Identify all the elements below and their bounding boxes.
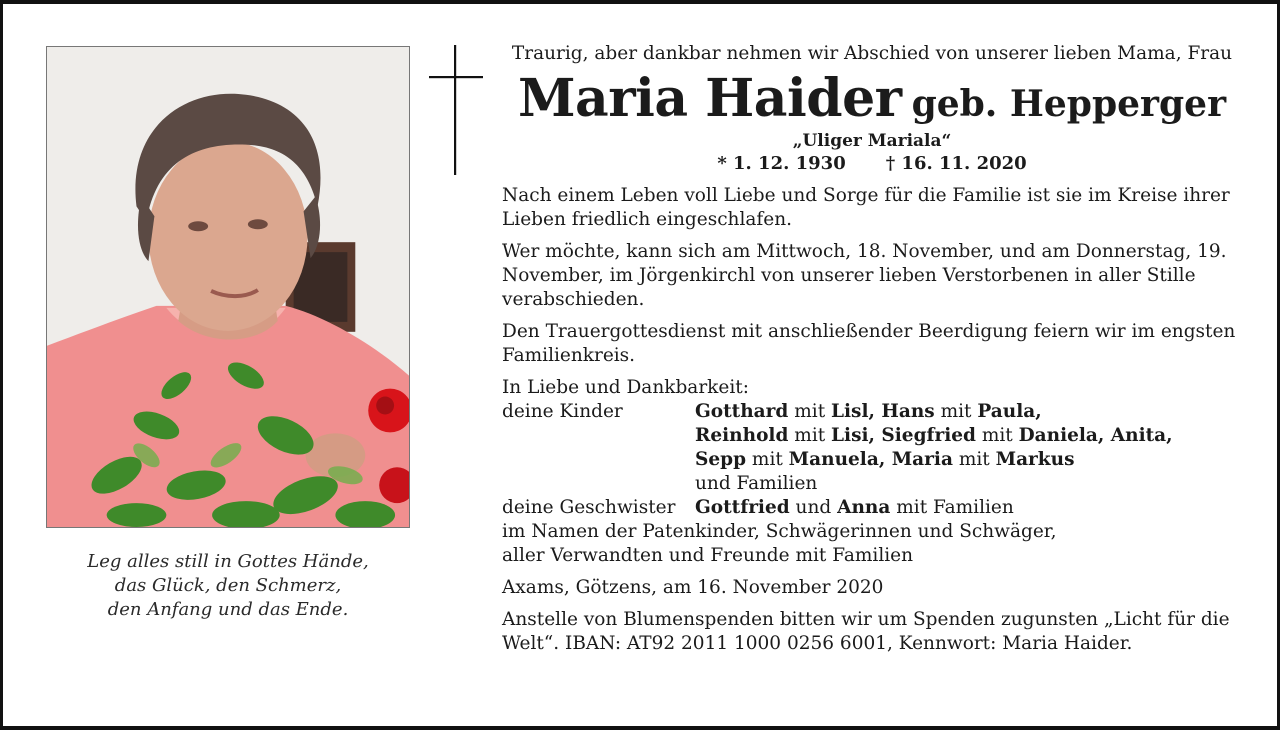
family-name: Lisi, Siegfried (831, 425, 976, 446)
family-name: Anna (837, 497, 891, 518)
godchildren-line: im Namen der Patenkinder, Schwägerinnen und Schwäger, (502, 521, 1057, 542)
connector: mit (952, 449, 996, 470)
life-dates (502, 152, 1242, 176)
nickname: „Uliger Mariala“ (792, 131, 952, 151)
children-line: und Familien (695, 473, 818, 494)
family-name: Lisl, Hans (831, 401, 935, 422)
deceased-name-line (502, 68, 1242, 129)
verse-line: den Anfang und das Ende. (107, 599, 349, 620)
paragraph: Wer möchte, kann sich am Mittwoch, 18. November, und am Donnerstag, 19. November, im Jörgenkirchl von unserer lieben Verstorbenen in aller Stille verabschieden. (502, 241, 1227, 310)
children-line (695, 448, 1242, 472)
connector: mit (934, 401, 978, 422)
relatives-line: aller Verwandten und Freunde mit Familien (502, 545, 914, 566)
connector: mit (788, 425, 832, 446)
donation-note: Anstelle von Blumenspenden bitten wir um Spenden zugunsten „Licht für die Welt“. IBAN: AT92 2011 1000 0256 6001, Kennwort: Maria Haider. (502, 609, 1230, 654)
place-date: Axams, Götzens, am 16. November 2020 (502, 577, 884, 598)
verse-line: das Glück, den Schmerz, (114, 575, 342, 596)
family-name: Manuela, Maria (788, 449, 953, 470)
birth-name: geb. Hepperger (911, 83, 1227, 125)
paragraph: Nach einem Leben voll Liebe und Sorge für die Familie ist sie im Kreise ihrer Lieben friedlich eingeschlafen. (502, 185, 1230, 230)
birth-date: * 1. 12. 1930 (717, 153, 846, 174)
family-name: Gotthard (695, 401, 789, 422)
family-name: Daniela, Anita, (1018, 425, 1173, 446)
family-name: Reinhold (695, 425, 789, 446)
siblings-row (502, 496, 1242, 520)
connector: mit (788, 401, 832, 422)
children-row (502, 400, 1242, 496)
family-name: Sepp (695, 449, 747, 470)
connector: mit (746, 449, 789, 470)
children-line (695, 424, 1242, 448)
children-line (695, 400, 1242, 424)
connector: und (789, 497, 838, 518)
children-label: deine Kinder (502, 401, 623, 422)
mourners-section (502, 376, 1242, 568)
family-name: Markus (995, 449, 1075, 470)
death-date: † 16. 11. 2020 (885, 153, 1027, 174)
deceased-name: Maria Haider (517, 68, 902, 129)
memorial-verse (46, 550, 410, 622)
love-line: In Liebe und Dankbarkeit: (502, 377, 749, 398)
cross-icon (427, 45, 485, 175)
family-name: Gottfried (695, 497, 790, 518)
paragraph: Den Trauergottesdienst mit anschließender Beerdigung feiern wir im engsten Familienkreis. (502, 321, 1236, 366)
verse-line: Leg alles still in Gottes Hände, (87, 551, 369, 572)
intro-line: Traurig, aber dankbar nehmen wir Abschied von unserer lieben Mama, Frau (511, 43, 1233, 64)
connector: mit Familien (890, 497, 1014, 518)
children-list (695, 400, 1242, 496)
notice-text (502, 42, 1242, 664)
family-name: Paula, (977, 401, 1042, 422)
connector: mit (975, 425, 1019, 446)
siblings-label: deine Geschwister (502, 497, 676, 518)
siblings-list (695, 496, 1242, 520)
portrait-photo (46, 46, 410, 528)
